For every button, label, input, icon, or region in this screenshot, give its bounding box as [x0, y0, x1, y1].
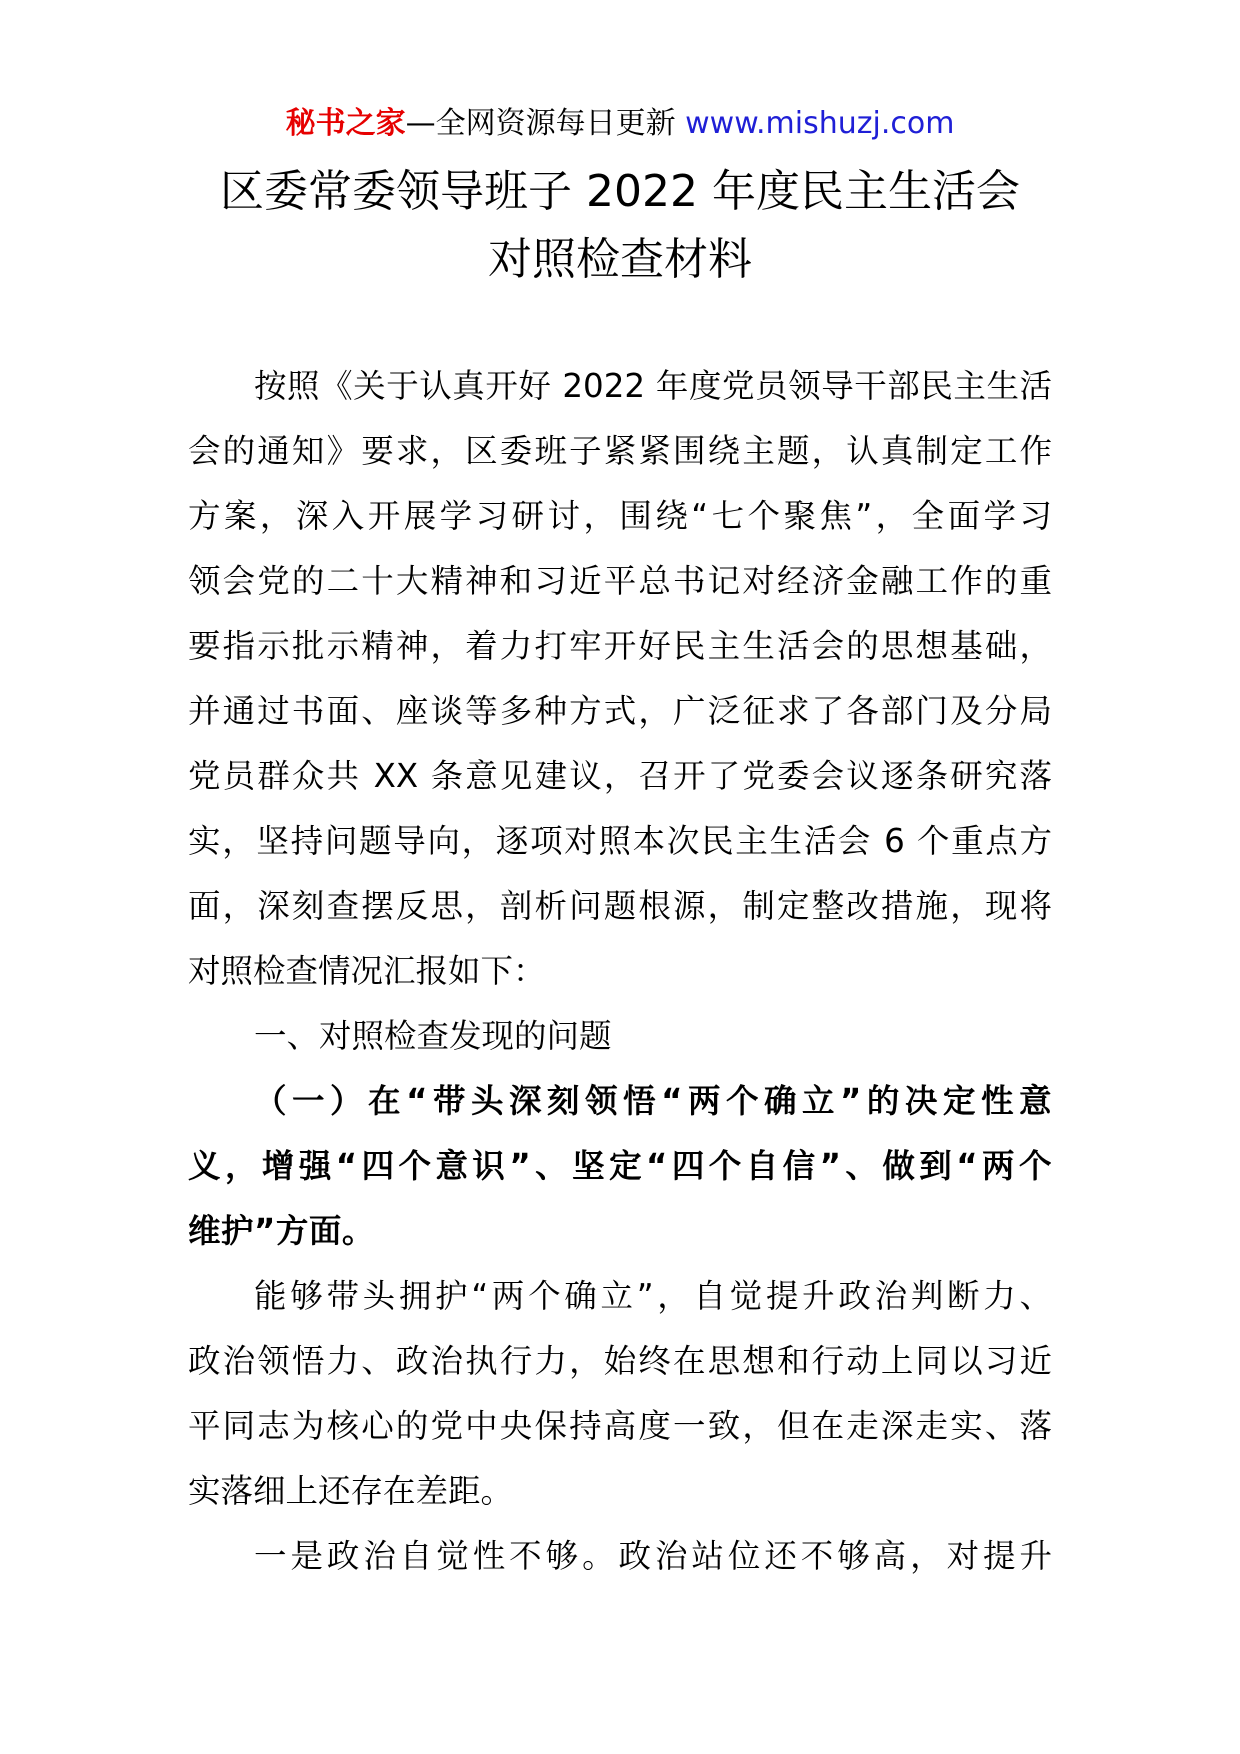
body-line: 并通过书面、座谈等多种方式，广泛征求了各部门及分局: [188, 692, 1052, 730]
body-line: 领会党的二十大精神和习近平总书记对经济金融工作的重: [188, 562, 1052, 600]
body-line: 政治领悟力、政治执行力，始终在思想和行动上同以习近: [188, 1342, 1052, 1380]
body-line: 会的通知》要求，区委班子紧紧围绕主题，认真制定工作: [188, 432, 1052, 470]
body-line: 实落细上还存在差距。: [188, 1472, 514, 1510]
body-line: 平同志为核心的党中央保持高度一致，但在走深走实、落: [188, 1407, 1052, 1445]
body-line: 方案，深入开展学习研讨，围绕“七个聚焦”，全面学习: [188, 497, 1052, 535]
site-banner: [0, 104, 1240, 144]
body-line: 对照检查情况汇报如下：: [188, 952, 546, 990]
body-line: 能够带头拥护“两个确立”，自觉提升政治判断力、: [254, 1277, 1052, 1315]
document-body: [188, 354, 1052, 1589]
document-title-line-2: 对照检查材料: [488, 234, 752, 285]
body-line: 面，深刻查摆反思，剖析问题根源，制定整改措施，现将: [188, 887, 1052, 925]
body-line: 实，坚持问题导向，逐项对照本次民主生活会 6 个重点方: [188, 822, 1052, 860]
body-line: 一是政治自觉性不够。政治站位还不够高，对提升: [254, 1537, 1052, 1575]
subsection-heading-line: （一）在“带头深刻领悟“两个确立”的决定性意: [254, 1082, 1052, 1120]
banner-brand: 秘书之家: [285, 106, 406, 141]
body-line: 按照《关于认真开好 2022 年度党员领导干部民主生活: [254, 367, 1052, 405]
document-title-line-1: 区委常委领导班子 2022 年度民主生活会: [220, 166, 1020, 217]
banner-slogan: —全网资源每日更新: [405, 106, 676, 141]
subsection-heading-line: 维护”方面。: [188, 1212, 375, 1250]
body-line: 党员群众共 XX 条意见建议，召开了党委会议逐条研究落: [188, 757, 1052, 795]
body-line: 要指示批示精神，着力打牢开好民主生活会的思想基础，: [188, 627, 1052, 665]
subsection-heading-line: 义，增强“四个意识”、坚定“四个自信”、做到“两个: [188, 1147, 1052, 1185]
section-heading: 一、对照检查发现的问题: [254, 1017, 612, 1055]
banner-site-link[interactable]: www.mishuzj.com: [685, 106, 955, 141]
